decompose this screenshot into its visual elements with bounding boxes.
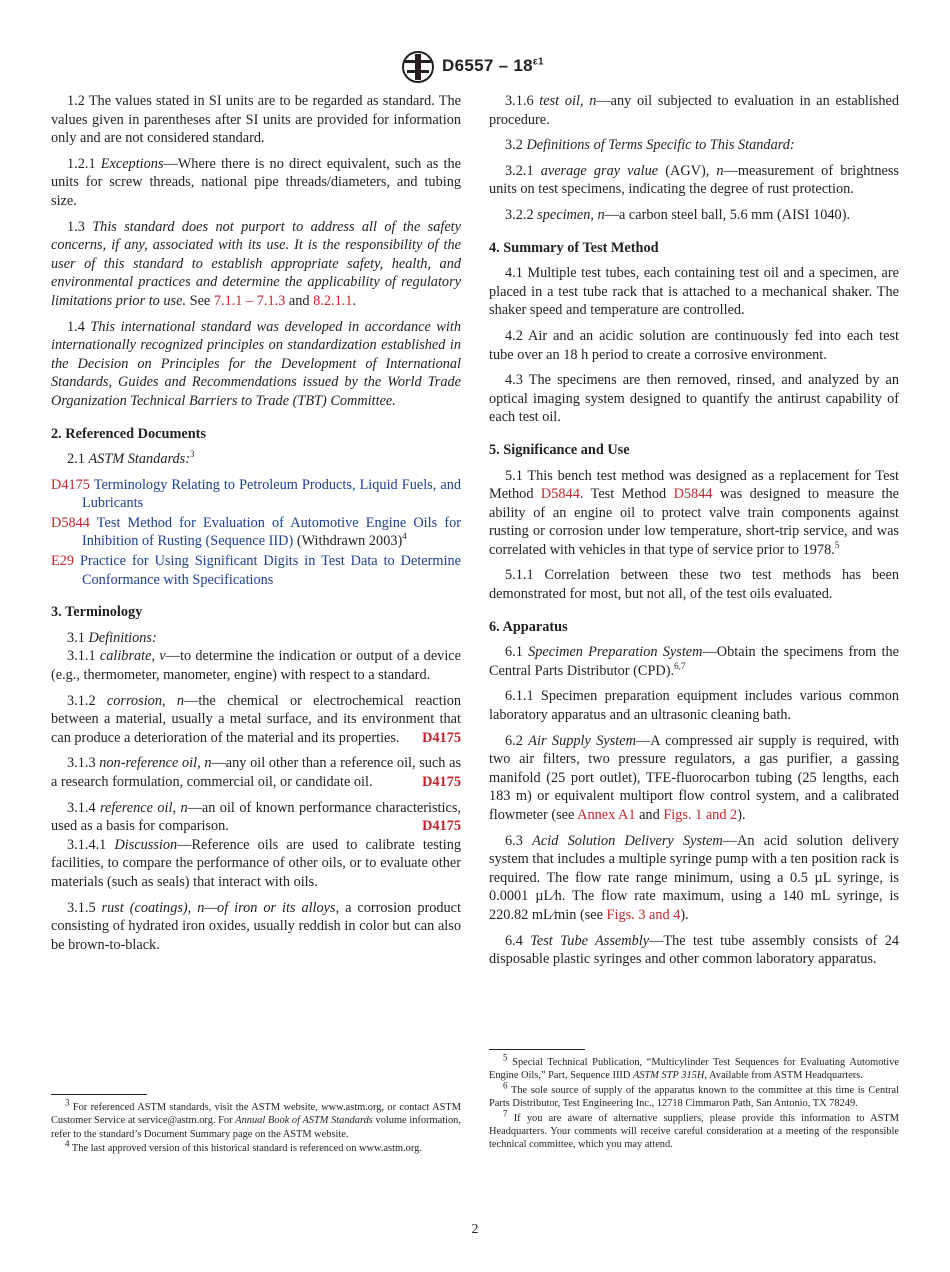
para-6-2: 6.2 Air Supply System—A compressed air supply is required, with two air filters, two pressure regulators, a gas purifier, a gassing manifold (25 port outlet), TFE-fluorocarbon tubing (25 lengths, each 183 m) or equivalent multiport flow control system, and a calibrated flowmeter (see Annex A1 and Figs. 1 and 2). (489, 732, 899, 823)
ref-link-d4175[interactable]: D4175 (422, 818, 461, 835)
para-6-4: 6.4 Test Tube Assembly—The test tube assembly consists of 24 disposable plastic syringes and other common laboratory apparatus. (489, 932, 899, 968)
section-4-heading: 4. Summary of Test Method (489, 239, 659, 256)
footnote-5: $^5$ Special Technical Publication, “Multicylinder Test Sequences for Evaluating Automotive Engine Oils,” Part, Sequence IIID ASTM STP 315H, Available from ASTM Headquarters. (489, 1052, 899, 1082)
para-4-3: 4.3 The specimens are then removed, rinsed, and analyzed by an optical imaging system designed to quantify the antirust capability of each test oil. (489, 372, 899, 426)
ref-link-d4175[interactable]: D4175 (422, 729, 461, 746)
para-3-1-4-1: 3.1.4.1 Discussion—Reference oils are used to calibrate testing facilities, to compare the performance of other oils, or to evaluate other materials (such as seals) that interact with oils. (51, 836, 461, 890)
footnote-7: $^7$ If you are aware of alternative suppliers, please provide this information to ASTM Headquarters. Your comments will receive careful consideration at a meeting of the responsible technical committee, which you may attend. (489, 1108, 899, 1151)
para-1-4: 1.4 This international standard was developed in accordance with internationally recognized principles on standardization established in the Decision on Principles for the Development of International Standards, Guides and Recommendations issued by the World Trade Organization Technical Barriers to Trade (TBT) Committee. (51, 318, 461, 409)
ref-e29[interactable]: E29 Practice for Using Significant Digits in Test Data to Determine Conformance with Specifications (51, 553, 461, 588)
right-column (489, 92, 899, 976)
footnote-4: $^4$ The last approved version of this historical standard is referenced on www.astm.org. (65, 1138, 422, 1155)
para-1-2: 1.2 The values stated in SI units are to be regarded as standard. The values given in parentheses after SI units are provided for information only and are not considered standard. (51, 93, 461, 147)
para-5-1-1: 5.1.1 Correlation between these two test methods has been demonstrated for most, but not all, of the test oils evaluated. (489, 567, 899, 603)
link-7-1-1[interactable]: 7.1.1 – 7.1.3 (213, 292, 286, 309)
link-d5844[interactable]: D5844 (673, 486, 713, 503)
para-3-1-4: 3.1.4 reference oil, n—an oil of known performance characteristics, used as a basis for comparison. D4175 (51, 799, 461, 835)
footnote-rule (489, 1049, 585, 1050)
section-5-heading: 5. Significance and Use (489, 441, 630, 458)
para-2-1: 2.1 ASTM Standards:$^3$ (67, 449, 195, 468)
para-3-2-1: 3.2.1 average gray value (AGV), n—measurement of brightness units on test specimens, indicating the degree of rust protection. (489, 162, 899, 198)
section-2-heading: 2. Referenced Documents (51, 425, 206, 442)
section-3-heading: 3. Terminology (51, 604, 143, 621)
link-d5844[interactable]: D5844 (540, 486, 580, 503)
footnote-3: $^3$ For referenced ASTM standards, visit the ASTM website, www.astm.org, or contact ASTM Customer Service at service@astm.org. For Annual Book of ASTM Standards volume information, refer to the standard’s Document Summary page on the ASTM website. (51, 1097, 461, 1140)
document-id: $D6557 - 18^{\varepsilon 1}$ (442, 56, 544, 75)
link-8-2-1-1[interactable]: 8.2.1.1 (313, 292, 353, 309)
ref-d5844[interactable]: D5844 Test Method for Evaluation of Automotive Engine Oils for Inhibition of Rusting (Sequence IID) (Withdrawn 2003)$^4$ (51, 514, 461, 550)
para-3-1-5: 3.1.5 rust (coatings), n—of iron or its alloys, a corrosion product consisting of hydrated iron oxides, usually reddish in color but can also be brown-to-black. (51, 899, 461, 953)
para-3-1-2: 3.1.2 corrosion, n—the chemical or electrochemical reaction between a material, usually a metal surface, and its environment that can produce a deterioration of the material and its properties. D4175 (51, 692, 462, 746)
link-annex-a1[interactable]: Annex A1 (577, 807, 636, 823)
para-4-2: 4.2 Air and an acidic solution are continuously fed into each test tube over an 18 h period to create a corrosive environment. (489, 327, 899, 363)
para-6-1: 6.1 Specimen Preparation System—Obtain the specimens from the Central Parts Distributor (CPD).$^{6,7}$ (489, 644, 899, 679)
para-6-1-1: 6.1.1 Specimen preparation equipment includes various common laboratory apparatus and an ultrasonic cleaning bath. (489, 688, 899, 724)
para-4-1: 4.1 Multiple test tubes, each containing test oil and a specimen, are placed in a test tube rack that is attached to a mechanical shaker. The shaker speed and temperature are controlled. (489, 265, 899, 319)
para-1-2-1: 1.2.1 Exceptions—Where there is no direct equivalent, such as the units for screw threads, national pipe threads/diameters, and tubing size. (51, 155, 462, 209)
left-column (51, 92, 461, 961)
para-3-2-2: 3.2.2 specimen, n—a carbon steel ball, 5.6 mm (AISI 1040). (505, 206, 851, 223)
link-figs-1-2[interactable]: Figs. 1 and 2 (663, 807, 738, 823)
para-5-1: 5.1 This bench test method was designed as a replacement for Test Method D5844. Test Method D5844 was designed to measure the ability of an engine oil to protect valve train components against rusting or corrosion under low temperature, short-trip service, and was correlated with vehicles in that type of service prior to 1978.$^5$ (489, 467, 899, 558)
section-6-heading: 6. Apparatus (489, 618, 568, 635)
page-number: 2 (471, 1222, 479, 1237)
para-6-3: 6.3 Acid Solution Delivery System—An acid solution delivery system that includes a multiple syringe pump with a ten position rack is required. The flow rate range minimum, using a 0.5 µL syringe, is 0.0001 µL⁄h. The flow rate maximum, using a 140 mL syringe, is 220.82 mL⁄min (see Figs. 3 and 4). (489, 832, 899, 923)
footnote-rule (51, 1094, 147, 1095)
para-3-1-3: 3.1.3 non-reference oil, n—any oil other than a reference oil, such as a research formulation, commercial oil, or candidate oil. D4175 (51, 755, 462, 790)
para-1-3: 1.3 This standard does not purport to address all of the safety concerns, if any, associated with its use. It is the responsibility of the user of this standard to establish appropriate safety, health, and environmental practices and determine the applicability of regulatory limitations prior to use. See 7.1.1 – 7.1.3 and 8.2.1.1. (51, 218, 461, 309)
ref-d4175[interactable]: D4175 Terminology Relating to Petroleum Products, Liquid Fuels, and Lubricants (51, 476, 461, 512)
astm-logo (398, 50, 438, 84)
para-3-1: 3.1 Definitions: (67, 629, 157, 646)
ref-link-d4175[interactable]: D4175 (422, 774, 461, 790)
footnote-6: $^6$ The sole source of supply of the apparatus known to the committee at this time is Central Parts Distributor, Test Engineering Inc., 12718 Cimmaron Path, San Antonio, TX 78249. (489, 1080, 899, 1110)
link-figs-3-4[interactable]: Figs. 3 and 4 (606, 906, 681, 923)
footnotes-right (489, 1049, 899, 1153)
para-3-1-1: 3.1.1 calibrate, v—to determine the indication or output of a device (e.g., thermometer, manometer, engine) with respect to a standard. (51, 648, 461, 684)
footnotes-left (51, 1094, 461, 1157)
para-3-2: 3.2 Definitions of Terms Specific to This Standard: (505, 137, 795, 154)
para-3-1-6: 3.1.6 test oil, n—any oil subjected to evaluation in an established procedure. (489, 93, 899, 128)
